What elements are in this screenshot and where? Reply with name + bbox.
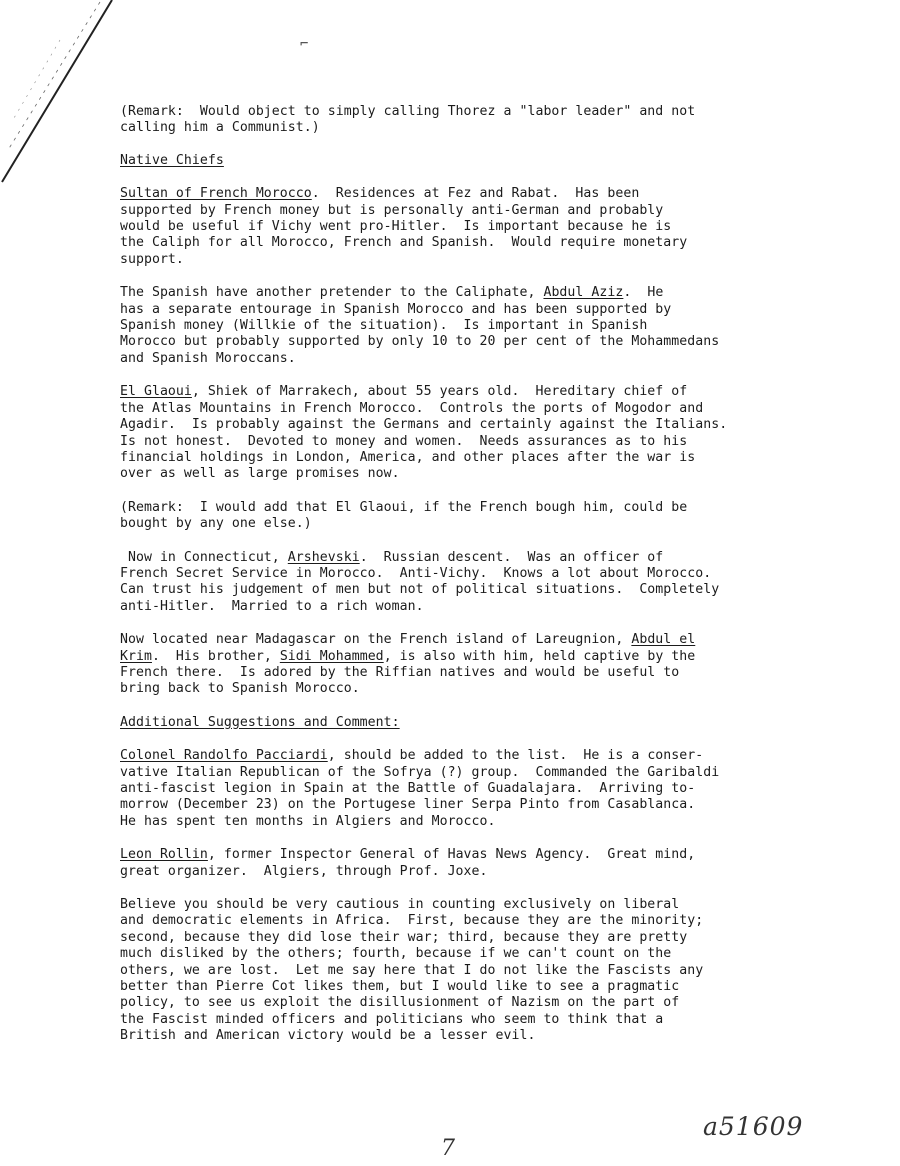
paragraph-line: He has spent ten months in Algiers and Morocco. (120, 813, 496, 829)
paragraph-line: and Spanish Moroccans. (120, 350, 296, 366)
section-heading-additional (120, 715, 800, 731)
paragraph-line: would be useful if Vichy went pro-Hitler. Is important because he is (120, 219, 672, 235)
paragraph-line: second, because they did lose their war; third, because they are pretty (120, 929, 688, 945)
paragraph-line: vative Italian Republican of the Sofrya (?) group. Commanded the Garibaldi (120, 764, 720, 780)
paragraph-line: bring back to Spanish Morocco. (120, 681, 360, 697)
paragraph-line: others, we are lost. Let me say here that I do not like the Fascists any (120, 962, 704, 978)
paragraph-line: the Atlas Mountains in French Morocco. Controls the ports of Mogodor and (120, 400, 704, 416)
paragraph-line: Sultan of French Morocco. Residences at Fez and Rabat. Has been (120, 186, 640, 202)
heading-text: Additional Suggestions and Comment: (120, 714, 400, 730)
paragraph-line: Morocco but probably supported by only 10 to 20 per cent of the Mohammedans (120, 334, 720, 350)
paragraph-line: Can trust his judgement of men but not of political situations. Completely (120, 582, 720, 598)
paragraph-line: great organizer. Algiers, through Prof. Joxe. (120, 863, 488, 879)
person-name: Leon Rollin (120, 847, 208, 863)
paragraph-line: Is not honest. Devoted to money and women. Needs assurances as to his (120, 433, 688, 449)
paragraph-line: El Glaoui, Shiek of Marrakech, about 55 years old. Hereditary chief of (120, 384, 688, 400)
paragraph-line: over as well as large promises now. (120, 466, 400, 482)
remark-line: (Remark: I would add that El Glaoui, if the French bough him, could be (120, 499, 688, 515)
person-name: El Glaoui (120, 384, 192, 400)
person-name: Arshevski (287, 549, 360, 565)
remark-line: bought by any one else.) (120, 516, 312, 532)
paragraph-line: better than Pierre Cot likes them, but I would like to see a pragmatic (120, 979, 680, 995)
paragraph-line: financial holdings in London, America, and other places after the war is (120, 449, 696, 465)
paragraph-line: Now in Connecticut, Arshevski. Russian descent. Was an officer of (120, 549, 664, 565)
paragraph-line: has a separate entourage in Spanish Morocco and has been supported by (120, 301, 672, 317)
paragraph-line: anti-Hitler. Married to a rich woman. (120, 598, 424, 614)
document-body (120, 104, 800, 1045)
paragraph-line: support. (120, 251, 184, 267)
paragraph-line: policy, to see us exploit the disillusionment of Nazism on the part of (120, 995, 680, 1011)
person-name: Sultan of French Morocco (120, 186, 312, 202)
paragraph-line: the Fascist minded officers and politicians who seem to think that a (120, 1011, 664, 1027)
person-name: Colonel Randolfo Pacciardi (120, 748, 328, 764)
paragraph-line: Believe you should be very cautious in counting exclusively on liberal (120, 897, 680, 913)
paragraph-line: Colonel Randolfo Pacciardi, should be added to the list. He is a conser- (120, 748, 704, 764)
page-number: 7 (441, 1136, 455, 1161)
paragraph-line: The Spanish have another pretender to the Caliphate, Abdul Aziz. He (120, 285, 664, 301)
paragraph-line: British and American victory would be a lesser evil. (120, 1028, 536, 1044)
paragraph-line: Now located near Madagascar on the French island of Lareugnion, Abdul el (120, 632, 696, 648)
person-name: Abdul el (631, 632, 696, 648)
paragraph-line: much disliked by the others; fourth, because if we can't count on the (120, 946, 672, 962)
handwritten-document-code: a51609 (703, 1112, 804, 1141)
paragraph-line: the Caliph for all Morocco, French and Spanish. Would require monetary (120, 235, 688, 251)
paragraph-line: French Secret Service in Morocco. Anti-Vichy. Knows a lot about Morocco. (120, 565, 712, 581)
remark-line: calling him a Communist.) (120, 120, 320, 136)
paragraph-line: Spanish money (Willkie of the situation). Is important in Spanish (120, 318, 648, 334)
paragraph-line: Krim. His brother, Sidi Mohammed, is also with him, held captive by the (120, 648, 696, 664)
person-name: Krim (120, 648, 152, 664)
person-name: Abdul Aziz (543, 285, 624, 301)
paragraph-line: and democratic elements in Africa. First, because they are the minority; (120, 913, 704, 929)
section-heading-native-chiefs (120, 153, 800, 169)
remark-line: (Remark: Would object to simply calling Thorez a "labor leader" and not (120, 104, 696, 119)
scan-corner-fold (0, 0, 130, 200)
paragraph-line: supported by French money but is personally anti-German and probably (120, 202, 664, 218)
stray-mark: ⌐ (300, 36, 309, 52)
paragraph-line: Leon Rollin, former Inspector General of Havas News Agency. Great mind, (120, 847, 696, 863)
paragraph-line: French there. Is adored by the Riffian natives and would be useful to (120, 664, 680, 680)
paragraph-line: Agadir. Is probably against the Germans and certainly against the Italians. (120, 417, 728, 433)
paragraph-line: morrow (December 23) on the Portugese liner Serpa Pinto from Casablanca. (120, 797, 696, 813)
heading-text: Native Chiefs (120, 152, 224, 168)
person-name: Sidi Mohammed (279, 648, 384, 664)
paragraph-line: anti-fascist legion in Spain at the Battle of Guadalajara. Arriving to- (120, 781, 696, 796)
